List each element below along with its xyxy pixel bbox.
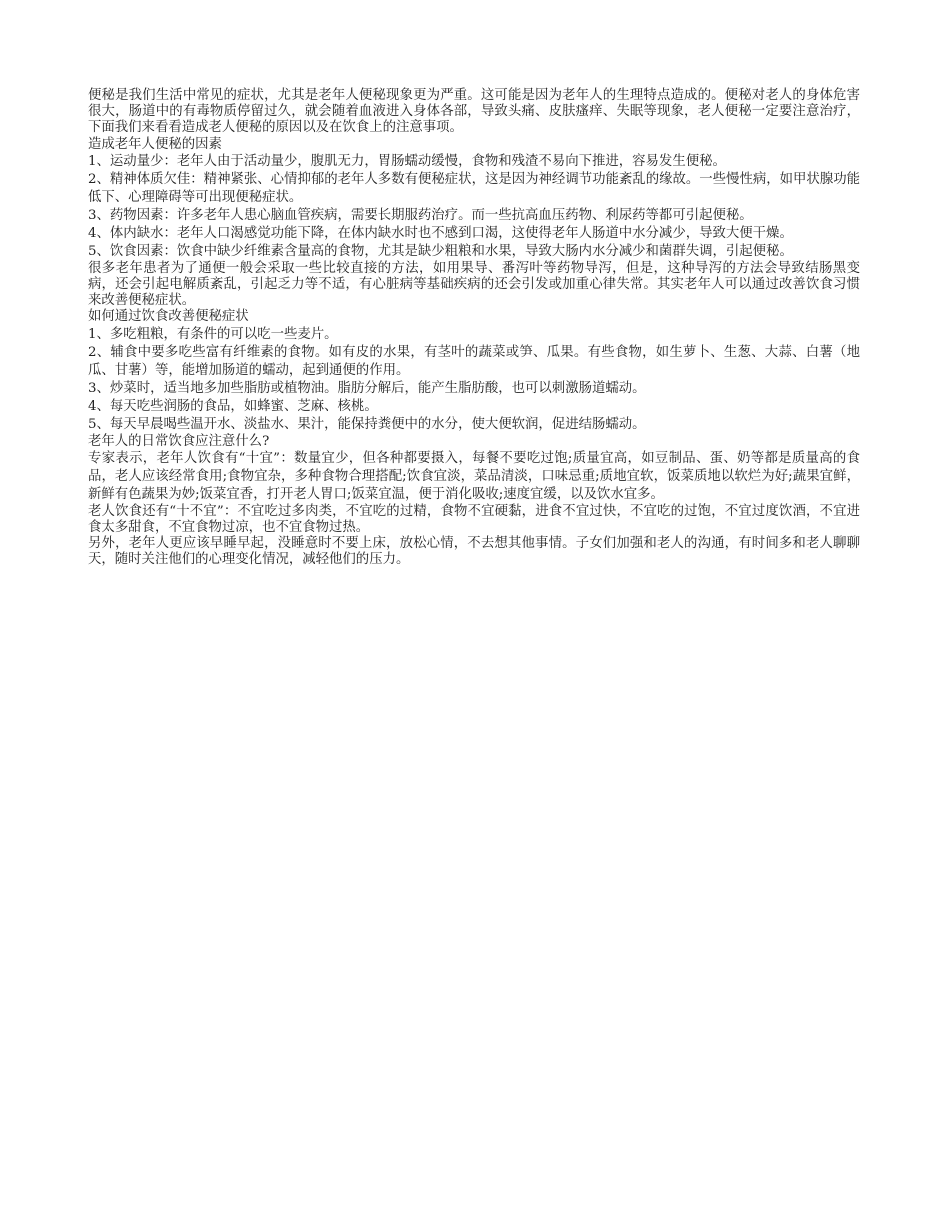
daily-paragraph-3: 另外，老年人更应该早睡早起，没睡意时不要上床，放松心情，不去想其他事情。子女们加强和老人的沟通，有时间多和老人聊聊天，随时关注他们的心理变化情况，减轻他们的压力。: [88, 536, 860, 568]
document-body: [88, 88, 860, 569]
section-heading-daily: 老年人的日常饮食应注意什么?: [88, 433, 270, 449]
section-heading-causes: 造成老年人便秘的因素: [88, 136, 222, 152]
diet-item-3: 3、炒菜时，适当地多加些脂肪或植物油。脂肪分解后，能产生脂肪酸，也可以刺激肠道蠕动。: [88, 380, 646, 396]
cause-item-4: 4、体内缺水：老年人口渴感觉功能下降，在体内缺水时也不感到口渴，这使得老年人肠道中水分减少，导致大便干燥。: [88, 225, 793, 241]
diet-item-1: 1、多吃粗粮，有条件的可以吃一些麦片。: [88, 326, 338, 342]
intro-paragraph: 便秘是我们生活中常见的症状，尤其是老年人便秘现象更为严重。这可能是因为老年人的生理特点造成的。便秘对老人的身体危害很大，肠道中的有毒物质停留过久，就会随着血液进入身体各部，导致头痛、皮肤瘙痒、失眠等现象，老人便秘一定要注意治疗，下面我们来看看造成老人便秘的原因以及在饮食上的注意事项。: [88, 88, 860, 136]
section-heading-diet: 如何通过饮食改善便秘症状: [88, 309, 249, 325]
diet-item-2: 2、辅食中要多吃些富有纤维素的食物。如有皮的水果，有茎叶的蔬菜或笋、瓜果。有些食物，如生萝卜、生葱、大蒜、白薯（地瓜、甘薯）等，能增加肠道的蠕动，起到通便的作用。: [88, 344, 860, 378]
cause-item-5: 5、饮食因素：饮食中缺少纤维素含量高的食物，尤其是缺少粗粮和水果，导致大肠内水分减少和菌群失调，引起便秘。: [88, 243, 793, 259]
cause-item-2: 2、精神体质欠佳：精神紧张、心情抑郁的老年人多数有便秘症状，这是因为神经调节功能紊乱的缘故。一些慢性病，如甲状腺功能低下、心理障碍等可出现便秘症状。: [88, 171, 860, 205]
causes-closing-paragraph: 很多老年患者为了通便一般会采取一些比较直接的方法，如用果导、番泻叶等药物导泻，但是，这种导泻的方法会导致结肠黑变病，还会引起电解质紊乱，引起乏力等不适，有心脏病等基础疾病的还会引发或加重心律失常。其实老年人可以通过改善饮食习惯来改善便秘症状。: [88, 260, 860, 309]
cause-item-1: 1、运动量少：老年人由于活动量少，腹肌无力，胃肠蠕动缓慢，食物和残渣不易向下推进，容易发生便秘。: [88, 153, 726, 169]
daily-paragraph-1: 专家表示，老年人饮食有“十宜”：数量宜少，但各种都要摄入，每餐不要吃过饱;质量宜高，如豆制品、蛋、奶等都是质量高的食品，老人应该经常食用;食物宜杂，多种食物合理搭配;饮食宜淡，菜品清淡，口味忌重;质地宜软，饭菜质地以软烂为好;蔬果宜鲜，新鲜有色蔬果为妙;饭菜宜香，打开老人胃口;饭菜宜温，便于消化吸收;速度宜缓，以及饮水宜多。: [88, 450, 860, 502]
diet-item-5: 5、每天早晨喝些温开水、淡盐水、果汁，能保持粪便中的水分，使大便软润，促进结肠蠕动。: [88, 416, 646, 432]
diet-item-4: 4、每天吃些润肠的食品，如蜂蜜、芝麻、核桃。: [88, 398, 378, 414]
daily-paragraph-2: 老人饮食还有“十不宜”：不宜吃过多肉类，不宜吃的过精，食物不宜硬黏，进食不宜过快，不宜吃的过饱，不宜过度饮酒，不宜进食太多甜食，不宜食物过凉，也不宜食物过热。: [88, 503, 860, 536]
cause-item-3: 3、药物因素：许多老年人患心脑血管疾病，需要长期服药治疗。而一些抗高血压药物、利尿药等都可引起便秘。: [88, 207, 753, 223]
